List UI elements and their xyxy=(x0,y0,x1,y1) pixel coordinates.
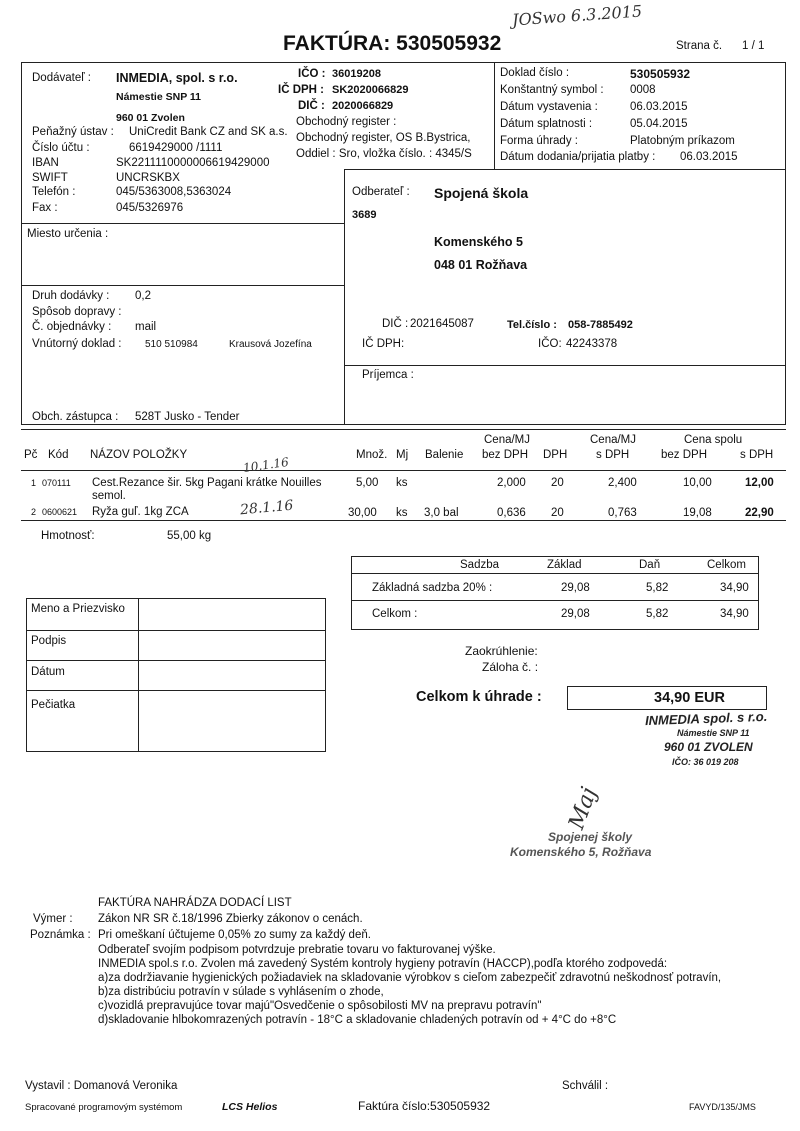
summary-row1-tax: 5,82 xyxy=(646,582,669,594)
internal-person: Krausová Jozefína xyxy=(229,339,312,350)
software-name: LCS Helios xyxy=(222,1101,278,1113)
row1-unit: ks xyxy=(396,477,408,489)
row2-qty: 30,00 xyxy=(348,507,377,519)
table-bottom-line xyxy=(21,520,786,521)
divider xyxy=(344,169,345,425)
row2-totalvat: 22,90 xyxy=(745,507,774,519)
fax-label: Fax : xyxy=(32,202,58,214)
col-vat: DPH xyxy=(543,449,568,461)
supplier-name: INMEDIA, spol. s r.o. xyxy=(116,71,238,85)
issue-value: 06.03.2015 xyxy=(630,101,688,113)
customer-stamp-line2: Komenského 5, Rožňava xyxy=(510,845,652,859)
row2-pricevat: 0,763 xyxy=(608,507,637,519)
page-label: Strana č. xyxy=(676,40,723,52)
doc-number: 530505932 xyxy=(630,67,691,81)
footer-notice: FAKTÚRA NAHRÁDZA DODACÍ LIST xyxy=(98,897,292,909)
ico-label: IČO : xyxy=(298,68,326,80)
note-line4: a)za dodržiavanie hygienických požiadaviek na skladovanie výrobkov s cieľom zabezpečiť zdravotnú neškodnosť potravín, xyxy=(98,972,722,984)
destination-label: Miesto určenia : xyxy=(27,228,109,240)
col-totalvat: s DPH xyxy=(740,449,774,461)
register-label: Obchodný register : xyxy=(296,116,397,128)
customer-dic-label: DIČ : xyxy=(382,318,409,330)
col-code: Kód xyxy=(48,449,69,461)
swift-value: UNCRSKBX xyxy=(116,172,180,184)
summary-row2-label: Celkom : xyxy=(372,608,418,620)
col-pack: Balenie xyxy=(425,449,464,461)
note-line1: Pri omeškaní účtujeme 0,05% zo sumy za každý deň. xyxy=(98,929,371,941)
dic-value: 2020066829 xyxy=(332,100,394,112)
summary-row2-total: 34,90 xyxy=(720,608,749,620)
internal-doc: 510 510984 xyxy=(145,339,198,350)
agent-label: Obch. zástupca : xyxy=(32,411,119,423)
row2-unit: ks xyxy=(396,507,408,519)
register-line1: Obchodný register, OS B.Bystrica, xyxy=(296,132,471,144)
customer-icdph-label: IČ DPH: xyxy=(362,338,405,350)
col-unit: Mj xyxy=(396,449,409,461)
order-label: Č. objednávky : xyxy=(32,321,112,333)
row1-vat: 20 xyxy=(551,477,564,489)
row2-pack: 3,0 bal xyxy=(424,507,459,519)
note-line7: d)skladovanie hlbokomrazených potravín - 18°C a skladovanie chladených potravín od + 4°C do +8°C xyxy=(98,1014,617,1026)
row1-name2: semol. xyxy=(92,490,126,502)
delivery-type: 0,2 xyxy=(135,290,151,302)
summary-row1-total: 34,90 xyxy=(720,582,749,594)
internal-doc-label: Vnútorný doklad : xyxy=(32,338,122,350)
summary-h-rate: Sadzba xyxy=(460,559,500,571)
divider xyxy=(26,660,326,661)
supplier-stamp-line4: IČO: 36 019 208 xyxy=(672,757,739,767)
form-code: FAVYD/135/JMS xyxy=(689,1102,756,1112)
summary-row1-base: 29,08 xyxy=(561,582,590,594)
divider xyxy=(26,630,326,631)
supplier-street: Námestie SNP 11 xyxy=(116,91,202,103)
divider xyxy=(351,600,759,601)
customer-city: 048 01 Rožňava xyxy=(434,258,528,272)
customer-dic: 2021645087 xyxy=(410,318,474,330)
col-name: NÁZOV POLOŽKY xyxy=(90,449,188,461)
issue-label: Dátum vystavenia : xyxy=(500,101,598,113)
row1-totalvat: 12,00 xyxy=(745,477,774,489)
col-price-top: Cena/MJ xyxy=(484,434,531,446)
vymer-label: Výmer : xyxy=(33,913,73,925)
iban-value: SK2211110000006619429000 xyxy=(116,157,270,169)
supplier-stamp-line3: 960 01 ZVOLEN xyxy=(664,740,753,754)
footer-invoice-number: Faktúra číslo:530505932 xyxy=(358,1099,491,1113)
row2-code: 0600621 xyxy=(42,507,78,517)
col-pricevat-top: Cena/MJ xyxy=(590,434,637,446)
icdph-label: IČ DPH : xyxy=(278,84,324,96)
row1-price: 2,000 xyxy=(497,477,526,489)
bank-value: UniCredit Bank CZ and SK a.s. xyxy=(129,126,288,138)
row1-qty: 5,00 xyxy=(356,477,379,489)
table-header-line xyxy=(21,470,786,471)
recipient-label: Príjemca : xyxy=(362,369,414,381)
customer-stamp-line1: Spojenej školy xyxy=(548,830,633,844)
summary-row1-label: Základná sadzba 20% : xyxy=(372,582,493,594)
grand-total-label: Celkom k úhrade : xyxy=(416,689,542,705)
divider xyxy=(351,573,759,574)
row1-total: 10,00 xyxy=(683,477,712,489)
col-price-bot: bez DPH xyxy=(482,449,529,461)
signature-box xyxy=(26,598,326,752)
due-label: Dátum splatnosti : xyxy=(500,118,593,130)
dic-label: DIČ : xyxy=(298,100,325,112)
divider xyxy=(138,598,139,752)
agent-value: 528T Jusko - Tender xyxy=(135,411,240,423)
doc-number-label: Doklad číslo : xyxy=(500,67,570,79)
payment-label: Forma úhrady : xyxy=(500,135,578,147)
sig-sign-label: Podpis xyxy=(31,635,67,647)
customer-phone: 058-7885492 xyxy=(568,319,633,331)
customer-label: Odberateľ : xyxy=(352,186,410,198)
row1-code: 070111 xyxy=(42,478,71,488)
weight-value: 55,00 kg xyxy=(167,530,212,542)
delivery-date-value: 06.03.2015 xyxy=(680,151,738,163)
summary-h-tax: Daň xyxy=(639,559,661,571)
sig-stamp-label: Pečiatka xyxy=(31,699,76,711)
icdph-value: SK2020066829 xyxy=(332,84,409,96)
col-qty: Množ. xyxy=(356,449,388,461)
note-line3: INMEDIA spol.s r.o. Zvolen má zavedený Systém kontroly hygieny potravín (HACCP),podľa ktorého zodpovedá: xyxy=(98,958,668,970)
row1-pricevat: 2,400 xyxy=(608,477,637,489)
invoice-title: FAKTÚRA: 530505932 xyxy=(283,32,502,55)
order-value: mail xyxy=(135,321,157,333)
col-total-bot: bez DPH xyxy=(661,449,708,461)
divider xyxy=(344,365,786,366)
row2-pc: 2 xyxy=(31,507,37,517)
delivery-mode-label: Spôsob dopravy : xyxy=(32,306,122,318)
account-value: 6619429000 /1111 xyxy=(129,142,223,154)
row1-name: Cest.Rezance šir. 5kg Pagani krátke Nouilles xyxy=(92,477,322,489)
supplier-city: 960 01 Zvolen xyxy=(116,112,185,124)
supplier-label: Dodávateľ : xyxy=(32,72,91,84)
divider xyxy=(21,223,344,224)
col-pricevat-bot: s DPH xyxy=(596,449,630,461)
bank-label: Peňažný ústav : xyxy=(32,126,114,138)
delivery-type-label: Druh dodávky : xyxy=(32,290,110,302)
divider xyxy=(26,690,326,691)
summary-row2-base: 29,08 xyxy=(561,608,590,620)
delivery-date-label: Dátum dodania/prijatia platby : xyxy=(500,151,656,163)
advance-label: Záloha č. : xyxy=(482,660,539,674)
issued-by: Vystavil : Domanová Veronika xyxy=(25,1080,178,1092)
row2-price: 0,636 xyxy=(497,507,526,519)
phone-label: Telefón : xyxy=(32,186,76,198)
divider xyxy=(21,285,344,286)
symbol-value: 0008 xyxy=(630,84,656,96)
swift-label: SWIFT xyxy=(32,172,68,184)
row2-handwriting: 28.1.16 xyxy=(239,497,295,519)
customer-name: Spojená škola xyxy=(434,185,529,201)
handwritten-note: JOSwo 6.3.2015 xyxy=(511,1,643,30)
supplier-stamp-line2: Námestie SNP 11 xyxy=(677,728,750,738)
summary-h-total: Celkom xyxy=(707,559,746,571)
customer-street: Komenského 5 xyxy=(434,235,523,249)
page-value: 1 / 1 xyxy=(742,40,765,52)
symbol-label: Konštantný symbol : xyxy=(500,84,604,96)
customer-ico: 42243378 xyxy=(566,338,618,350)
approved-label: Schválil : xyxy=(562,1080,609,1092)
grand-total-value: 34,90 EUR xyxy=(654,690,725,706)
customer-code: 3689 xyxy=(352,209,377,221)
sig-name-label: Meno a Priezvisko xyxy=(31,603,125,615)
row2-total: 19,08 xyxy=(683,507,712,519)
note-label: Poznámka : xyxy=(30,929,91,941)
note-line2: Odberateľ svojím podpisom potvrdzuje prebratie tovaru vo fakturovanej výške. xyxy=(98,944,496,956)
iban-label: IBAN xyxy=(32,157,59,169)
phone-value: 045/5363008,5363024 xyxy=(116,186,232,198)
customer-ico-label: IČO: xyxy=(538,338,562,350)
col-pc: Pč xyxy=(24,449,38,461)
row1-pc: 1 xyxy=(31,478,37,488)
sig-date-label: Dátum xyxy=(31,666,65,678)
note-line6: c)vozidlá prepravujúce tovar majú"Osvedčenie o spôsobilosti MV na prepravu potravín" xyxy=(98,1000,542,1012)
ico-value: 36019208 xyxy=(332,68,381,80)
weight-label: Hmotnosť: xyxy=(41,530,95,542)
payment-value: Platobným príkazom xyxy=(630,135,735,147)
account-label: Číslo účtu : xyxy=(32,142,90,154)
supplier-stamp-line1: INMEDIA spol. s r.o. xyxy=(644,708,768,729)
register-line2: Oddiel : Sro, vložka číslo. : 4345/S xyxy=(296,148,472,160)
rounding-label: Zaokrúhlenie: xyxy=(465,644,538,658)
row2-name: Ryža guľ. 1kg ZCA xyxy=(92,506,189,518)
divider xyxy=(494,62,495,169)
summary-h-base: Základ xyxy=(547,559,582,571)
note-line5: b)za distribúciu potravín v súlade s vyhlásením o zhode, xyxy=(98,986,384,998)
divider xyxy=(344,169,786,170)
due-value: 05.04.2015 xyxy=(630,118,688,130)
table-top-line xyxy=(21,429,786,430)
col-total-top: Cena spolu xyxy=(684,434,743,446)
row2-vat: 20 xyxy=(551,507,564,519)
vymer-text: Zákon NR SR č.18/1996 Zbierky zákonov o cenách. xyxy=(98,913,363,925)
fax-value: 045/5326976 xyxy=(116,202,184,214)
customer-signature: Maj xyxy=(564,784,603,833)
summary-row2-tax: 5,82 xyxy=(646,608,669,620)
software-label: Spracované programovým systémom xyxy=(25,1102,183,1113)
customer-phone-label: Tel.číslo : xyxy=(507,319,557,331)
row1-handwriting: 10.1.16 xyxy=(242,454,290,476)
